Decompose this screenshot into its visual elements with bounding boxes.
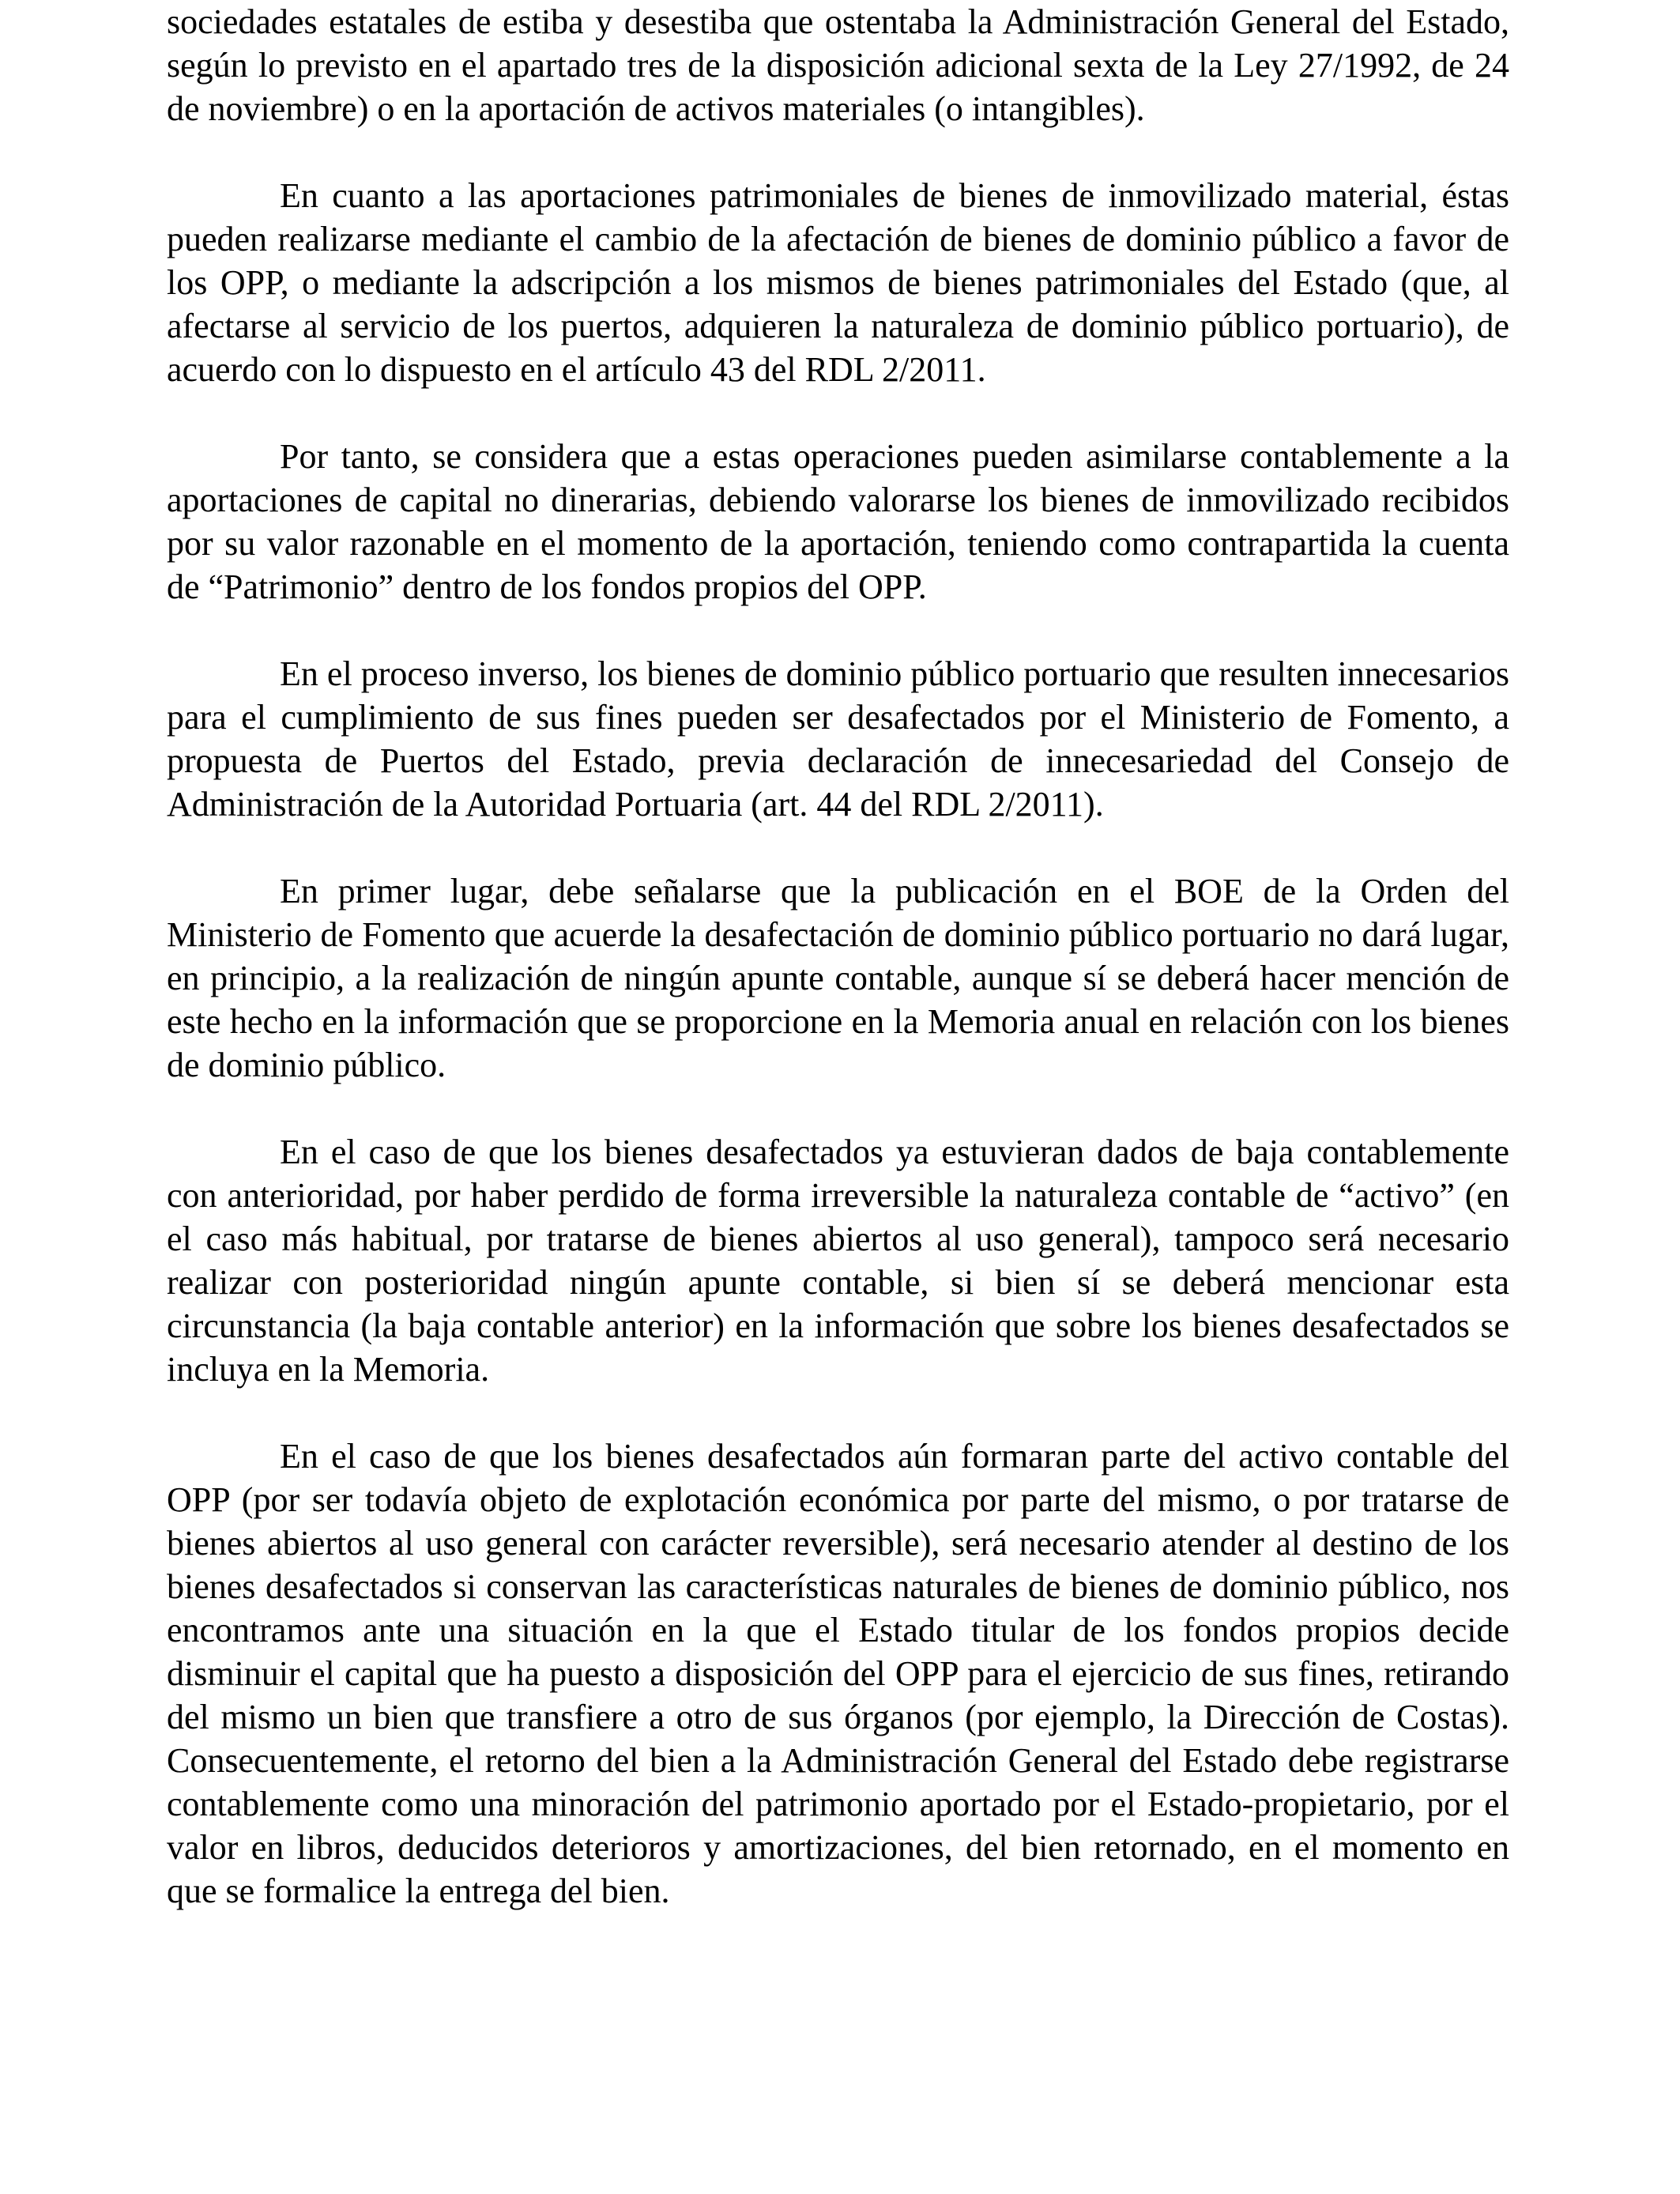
paragraph-7: En el caso de que los bienes desafectados aún formaran parte del activo contable del OPP (por ser todavía objeto de explotación económica por parte del mismo, o por tratarse de bienes abiertos al uso general con carácter reversible), será necesario atender al destino de los bienes desafectados si conservan las características naturales de bienes de dominio público, nos encontramos ante una situación en la que el Estado titular de los fondos propios decide disminuir el capital que ha puesto a disposición del OPP para el ejercicio de sus fines, retirando del mismo un bien que transfiere a otro de sus órganos (por ejemplo, la Dirección de Costas). Consecuentemente, el retorno del bien a la Administración General del Estado debe registrarse contablemente como una minoración del patrimonio aportado por el Estado-propietario, por el valor en libros, deducidos deterioros y amortizaciones, del bien retornado, en el momento en que se formalice la entrega del bien. [167, 1437, 1509, 1910]
paragraph-1: sociedades estatales de estiba y desestiba que ostentaba la Administración General del Estado, según lo previsto en el apartado tres de la disposición adicional sexta de la Ley 27/1992, de 24 de noviembre) o en la aportación de activos materiales (o intangibles). [167, 2, 1509, 128]
paragraph-2: En cuanto a las aportaciones patrimoniales de bienes de inmovilizado material, éstas pueden realizarse mediante el cambio de la afectación de bienes de dominio público a favor de los OPP, o mediante la adscripción a los mismos de bienes patrimoniales del Estado (que, al afectarse al servicio de los puertos, adquieren la naturaleza de dominio público portuario), de acuerdo con lo dispuesto en el artículo 43 del RDL 2/2011. [167, 176, 1509, 389]
document-body [167, 0, 1509, 1956]
paragraph-6: En el caso de que los bienes desafectados ya estuvieran dados de baja contablemente con anterioridad, por haber perdido de forma irreversible la naturaleza contable de “activo” (en el caso más habitual, por tratarse de bienes abiertos al uso general), tampoco será necesario realizar con posterioridad ningún apunte contable, si bien sí se deberá mencionar esta circunstancia (la baja contable anterior) en la información que sobre los bienes desafectados se incluya en la Memoria. [167, 1133, 1509, 1389]
paragraph-4: En el proceso inverso, los bienes de dominio público portuario que resulten innecesarios para el cumplimiento de sus fines pueden ser desafectados por el Ministerio de Fomento, a propuesta de Puertos del Estado, previa declaración de innecesariedad del Consejo de Administración de la Autoridad Portuaria (art. 44 del RDL 2/2011). [167, 654, 1509, 824]
paragraph-5: En primer lugar, debe señalarse que la publicación en el BOE de la Orden del Ministerio de Fomento que acuerde la desafectación de dominio público portuario no dará lugar, en principio, a la realización de ningún apunte contable, aunque sí se deberá hacer mención de este hecho en la información que se proporcione en la Memoria anual en relación con los bienes de dominio público. [167, 872, 1509, 1084]
paragraph-3: Por tanto, se considera que a estas operaciones pueden asimilarse contablemente a la aportaciones de capital no dinerarias, debiendo valorarse los bienes de inmovilizado recibidos por su valor razonable en el momento de la aportación, teniendo como contrapartida la cuenta de “Patrimonio” dentro de los fondos propios del OPP. [167, 437, 1509, 606]
